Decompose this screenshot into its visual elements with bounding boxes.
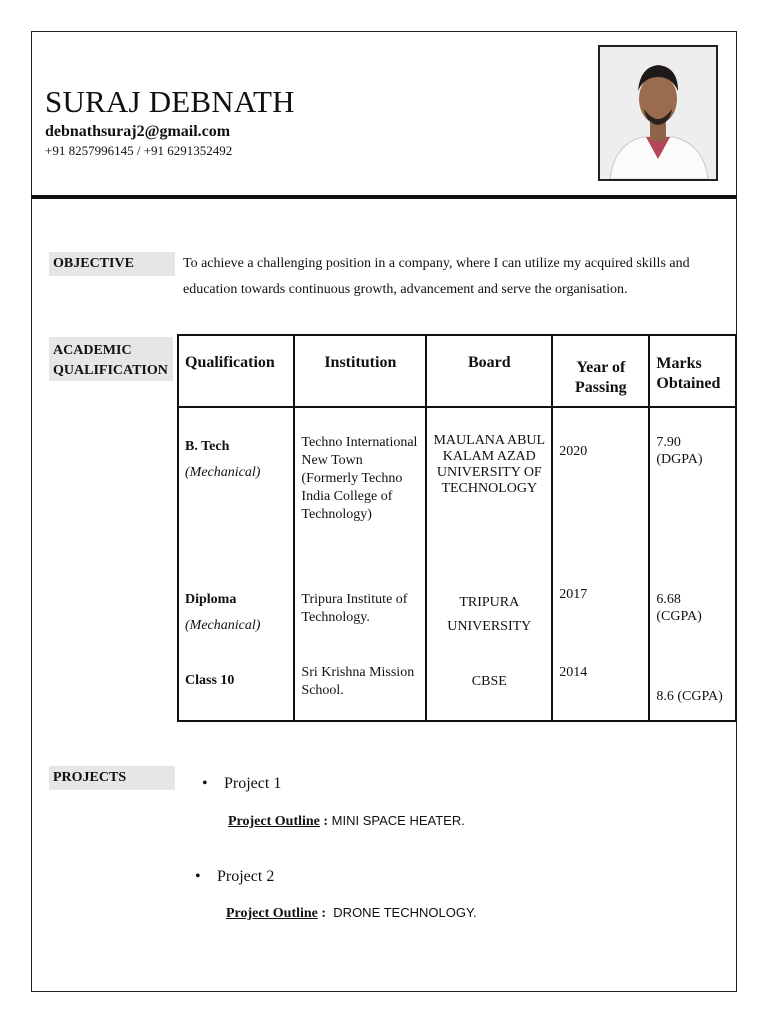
header-institution: Institution	[294, 335, 426, 407]
qualification-name: Diploma	[185, 592, 237, 607]
candidate-name: SURAJ DEBNATH	[45, 84, 295, 119]
academic-label-line1: ACADEMIC	[53, 343, 132, 358]
profile-photo	[598, 45, 718, 181]
marks-scale: (DGPA)	[656, 452, 703, 467]
project-title: Project 1	[224, 775, 282, 792]
header-year-line1: Year of	[576, 359, 626, 376]
header-qualification: Qualification	[178, 335, 294, 407]
header-year-line2: Passing	[575, 379, 627, 396]
qualification-name: B. Tech	[185, 439, 230, 454]
header-board: Board	[426, 335, 552, 407]
header-marks-line2: Obtained	[656, 375, 721, 392]
academic-label-line2: QUALIFICATION	[53, 363, 168, 378]
header-divider	[31, 195, 737, 199]
qualification-branch: (Mechanical)	[185, 618, 261, 633]
year-cell: 2020	[552, 407, 649, 567]
table-row	[178, 407, 736, 567]
academic-label	[49, 337, 173, 381]
header-marks-line1: Marks	[656, 355, 702, 372]
phone-numbers: +91 8257996145 / +91 6291352492	[45, 143, 233, 158]
marks-cell	[649, 653, 736, 721]
project-outline-label: Project Outline	[226, 906, 318, 921]
marks-cell	[649, 567, 736, 653]
marks-value: 7.90	[656, 435, 681, 450]
marks-cell	[649, 407, 736, 567]
marks-value: 8.6 (CGPA)	[656, 689, 723, 704]
institution-cell: Techno International New Town (Formerly Techno India College of Technology)	[294, 407, 426, 567]
project-outline	[226, 905, 477, 922]
email-address: debnathsuraj2@gmail.com	[45, 123, 231, 140]
institution-cell: Sri Krishna Mission School.	[294, 653, 426, 721]
project-outline-separator: :	[319, 814, 329, 829]
objective-text: To achieve a challenging position in a company, where I can utilize my acquired skills and education towards continuous growth, advancement and serve the organisation.	[183, 256, 690, 297]
bullet-icon: •	[195, 868, 201, 885]
list-item	[195, 868, 274, 886]
institution-cell: Tripura Institute of Technology.	[294, 567, 426, 653]
board-cell: CBSE	[426, 653, 552, 721]
table-row	[178, 567, 736, 653]
projects-label: PROJECTS	[49, 766, 175, 790]
list-item	[202, 775, 281, 793]
table-row	[178, 653, 736, 721]
year-cell: 2017	[552, 567, 649, 653]
header-year	[552, 335, 649, 407]
board-cell: MAULANA ABUL KALAM AZAD UNIVERSITY OF TECHNOLOGY	[426, 407, 552, 567]
qualification-cell	[178, 407, 294, 567]
qualification-cell	[178, 567, 294, 653]
header-marks	[649, 335, 736, 407]
marks-value: 6.68	[656, 592, 681, 607]
qualification-branch: (Mechanical)	[185, 465, 261, 480]
project-outline-value: DRONE TECHNOLOGY.	[326, 905, 477, 920]
project-outline-separator: :	[317, 906, 327, 921]
objective-label: OBJECTIVE	[49, 252, 175, 276]
academic-table	[177, 334, 737, 722]
project-title: Project 2	[217, 868, 275, 885]
profile-photo-illustration	[600, 47, 716, 179]
project-outline-value: MINI SPACE HEATER.	[328, 813, 465, 828]
table-header-row	[178, 335, 736, 407]
qualification-name: Class 10	[185, 673, 235, 688]
project-outline-label: Project Outline	[228, 814, 320, 829]
board-cell: TRIPURA UNIVERSITY	[426, 567, 552, 653]
project-outline	[228, 813, 465, 830]
bullet-icon: •	[202, 775, 208, 792]
marks-scale: (CGPA)	[656, 609, 702, 624]
year-cell: 2014	[552, 653, 649, 721]
qualification-cell	[178, 653, 294, 721]
